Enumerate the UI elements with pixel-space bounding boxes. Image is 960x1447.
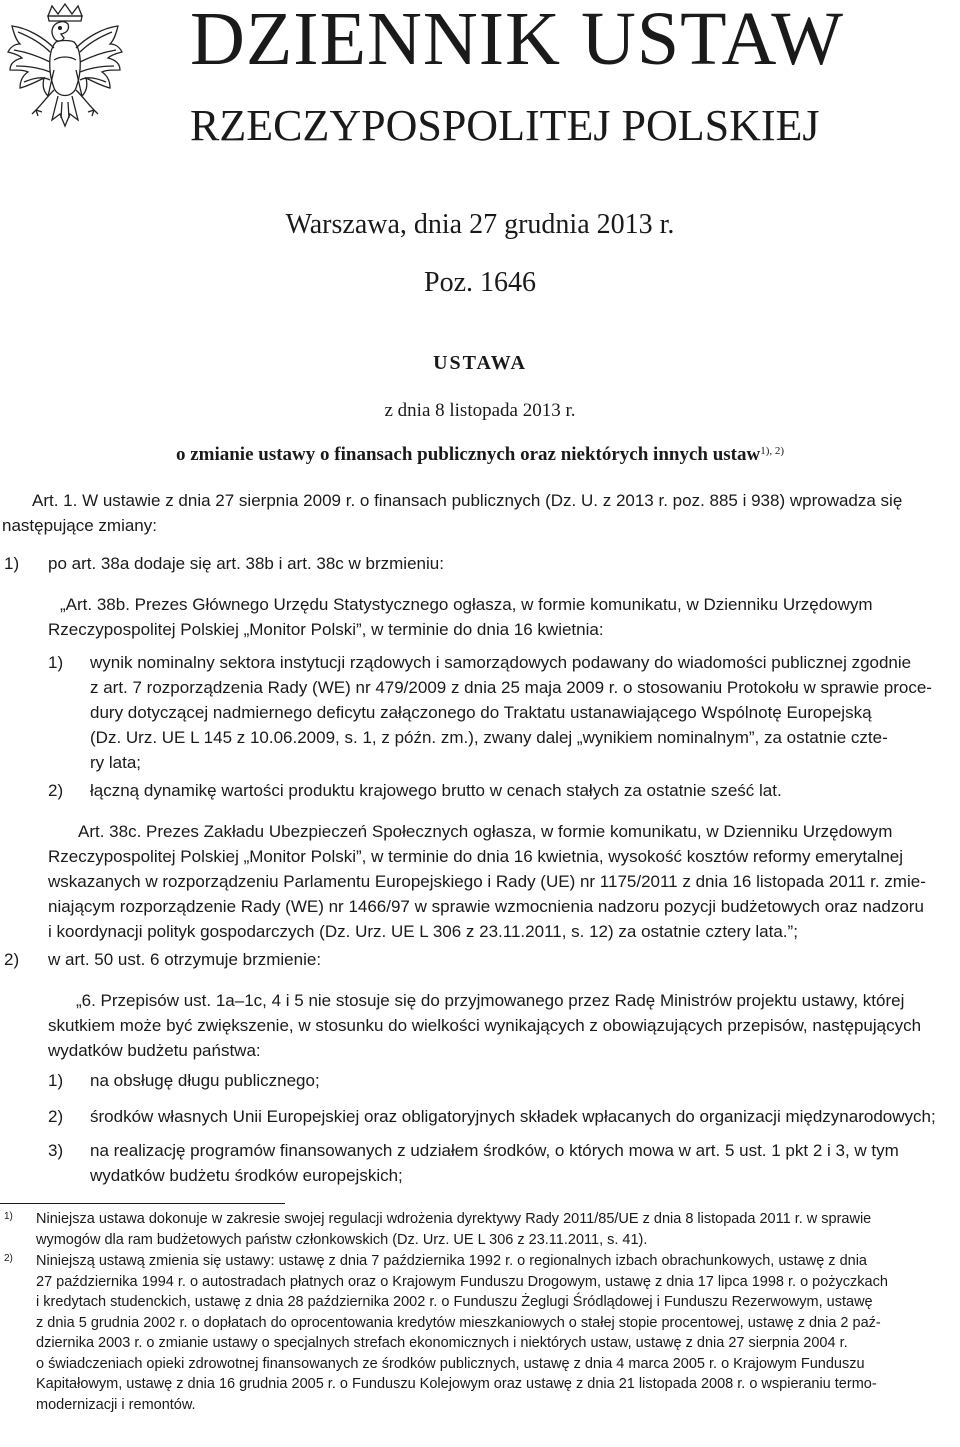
art38b-item-2 xyxy=(48,778,958,803)
art38b-item-1-line: (Dz. Urz. UE L 145 z 10.06.2009, s. 1, z późn. zm.), zwany dalej „wynikiem nominalnym”, za ostatnie czte- xyxy=(90,728,888,747)
art38b-item-2-line: łączną dynamikę wartości produktu krajowego brutto w cenach stałych za ostatnie sześć lat. xyxy=(90,781,782,800)
art38c-line: Rzeczypospolitej Polskiej „Monitor Polski”, w terminie do dnia 16 kwietnia, wysokość kosztów reformy emerytalnej xyxy=(48,847,904,866)
footnote-2-line: Kapitałowym, ustawę z dnia 16 grudnia 2005 r. o Funduszu Kolejowym oraz ustawę z dnia 21 listopada 2008 r. o wspieraniu termo- xyxy=(36,1376,877,1392)
position-number: Poz. 1646 xyxy=(424,267,536,298)
act-subject-footnote-refs: 1), 2) xyxy=(760,445,785,457)
masthead-title: DZIENNIK USTAW xyxy=(190,0,845,81)
art38b-item-1-number: 1) xyxy=(48,653,64,672)
ust6-line: wydatków budżetu państwa: xyxy=(48,1041,261,1060)
art38b-item-2-number: 2) xyxy=(48,781,64,800)
art38c-line: i koordynacji polityk gospodarczych (Dz. Urz. UE L 306 z 23.11.2011, s. 12) za ostatnie cztery lata.”; xyxy=(48,922,798,941)
ust6-item-2-number: 2) xyxy=(48,1107,64,1126)
art1-line1: Art. 1. W ustawie z dnia 27 sierpnia 2009 r. o finansach publicznych (Dz. U. z 2013 r. poz. 885 i 938) wprowadza się xyxy=(32,491,903,510)
footnote-1 xyxy=(0,1209,960,1250)
art38b-item-1-line: dury dotyczącej nadmiernego deficytu załączonego do Traktatu ustanawiającego Wspólnotę Europejską xyxy=(90,703,872,722)
ust6-item-1-number: 1) xyxy=(48,1071,64,1090)
act-type-label: USTAWA xyxy=(433,352,527,374)
ust6-item-1-line: na obsługę długu publicznego; xyxy=(90,1071,320,1090)
art38b-line1: „Art. 38b. Prezes Głównego Urzędu Statystycznego ogłasza, w formie komunikatu, w Dzienniku Urzędowym xyxy=(60,595,873,614)
ust6-item-1 xyxy=(48,1068,958,1093)
footnote-2-line: o świadczeniach opieki zdrowotnej finansowanych ze środków publicznych, ustawę z dnia 4 marca 2005 r. o Krajowym Funduszu xyxy=(36,1355,865,1372)
ust6-item-3-number: 3) xyxy=(48,1141,64,1160)
footnote-1-line: Niniejsza ustawa dokonuje w zakresie swojej regulacji wdrożenia dyrektywy Rady 2011/85/UE z dnia 8 listopada 2011 r. w sprawie xyxy=(36,1211,872,1227)
footnote-2-line: i kredytach studenckich, ustawę z dnia 28 października 2002 r. o Funduszu Żeglugi Śródlądowej i Funduszu Rezerwowym, ustawę xyxy=(36,1294,873,1310)
art38b-line2: Rzeczypospolitej Polskiej „Monitor Polski”, w terminie do dnia 16 kwietnia: xyxy=(48,620,604,639)
act-subject-text: o zmianie ustawy o finansach publicznych oraz niektórych innych ustaw xyxy=(175,444,761,465)
footnote-1-mark: 1) xyxy=(4,1211,13,1222)
footnote-2 xyxy=(0,1251,960,1415)
footnote-2-line: dziernika 2003 r. o zmianie ustawy o specjalnych strefach ekonomicznych i niektórych ustaw, ustawę z dnia 27 sierpnia 2004 r. xyxy=(36,1335,848,1351)
change-2-text: w art. 50 ust. 6 otrzymuje brzmienie: xyxy=(48,950,322,969)
masthead-subtitle: RZECZYPOSPOLITEJ POLSKIEJ xyxy=(190,101,820,150)
change-2-number: 2) xyxy=(4,950,20,969)
footnote-separator xyxy=(0,1203,285,1204)
ust6-item-2 xyxy=(48,1104,958,1129)
footnote-2-line: Niniejszą ustawą zmienia się ustawy: ustawę z dnia 7 października 1992 r. o regionalnych izbach obrachunkowych, ustawę z dnia xyxy=(36,1253,867,1269)
art38c-line: niającym rozporządzenie Rady (WE) nr 1466/97 w sprawie wzmocnienia nadzoru pozycji budżetowych oraz nadzoru xyxy=(48,897,924,916)
ust6-item-3 xyxy=(48,1138,958,1188)
art1-line2: następujące zmiany: xyxy=(2,516,157,535)
art38b xyxy=(48,592,958,642)
footnote-2-line: modernizacji i remontów. xyxy=(36,1396,196,1413)
ust6-line: „6. Przepisów ust. 1a–1c, 4 i 5 nie stosuje się do przyjmowanego przez Radę Ministrów projektu ustawy, której xyxy=(76,991,905,1010)
change-1 xyxy=(0,551,960,576)
ust6-item-3-line: na realizację programów finansowanych z udziałem środków, o których mowa w art. 5 ust. 1 pkt 2 i 3, w tym xyxy=(90,1141,899,1160)
change-1-text: po art. 38a dodaje się art. 38b i art. 38c w brzmieniu: xyxy=(48,554,444,573)
art1 xyxy=(2,488,958,538)
act-subject xyxy=(0,443,960,467)
polish-eagle-emblem xyxy=(4,2,126,152)
art38b-item-1-line: z art. 7 rozporządzenia Rady (WE) nr 479/2009 z dnia 25 maja 2009 r. o stosowaniu Protokołu w sprawie proce- xyxy=(90,678,932,697)
issue-date: Warszawa, dnia 27 grudnia 2013 r. xyxy=(285,209,675,240)
art38c xyxy=(48,819,958,944)
change-1-number: 1) xyxy=(4,554,20,573)
act-date: z dnia 8 listopada 2013 r. xyxy=(384,400,576,421)
footnote-1-line: wymogów dla ram budżetowych państw członkowskich (Dz. Urz. UE L 306 z 23.11.2011, s. 41). xyxy=(36,1231,648,1248)
footnote-2-line: z dnia 5 grudnia 2002 r. o dopłatach do oprocentowania kredytów mieszkaniowych o stałej stopie procentowej, ustawę z dnia 2 paź- xyxy=(36,1314,881,1331)
art38c-line: wskazanych w rozporządzeniu Parlamentu Europejskiego i Rady (UE) nr 1175/2011 z dnia 16 listopada 2011 r. zmie- xyxy=(48,872,926,891)
art38b-item-1 xyxy=(48,650,958,775)
ust6-item-3-line: wydatków budżetu środków europejskich; xyxy=(90,1166,403,1185)
act-type xyxy=(0,351,960,375)
art38b-item-1-line: ry lata; xyxy=(90,753,142,772)
change-2 xyxy=(0,947,960,972)
footnote-2-line: 27 października 1994 r. o autostradach płatnych oraz o Krajowym Funduszu Drogowym, ustawę z dnia 17 lipca 1998 r. o pożyczkach xyxy=(36,1273,888,1290)
footnote-2-mark: 2) xyxy=(4,1253,13,1264)
art38c-line: Art. 38c. Prezes Zakładu Ubezpieczeń Społecznych ogłasza, w formie komunikatu, w Dzienniku Urzędowym xyxy=(78,822,893,841)
ust6 xyxy=(48,988,958,1063)
art38b-item-1-line: wynik nominalny sektora instytucji rządowych i samorządowych podawany do wiadomości publicznej zgodnie xyxy=(90,653,912,672)
ust6-item-2-line: środków własnych Unii Europejskiej oraz obligatoryjnych składek wpłacanych do organizacji międzynarodowych; xyxy=(90,1107,936,1126)
ust6-line: skutkiem może być zwiększenie, w stosunku do wielkości wynikających z obowiązujących przepisów, następujących xyxy=(48,1016,922,1035)
